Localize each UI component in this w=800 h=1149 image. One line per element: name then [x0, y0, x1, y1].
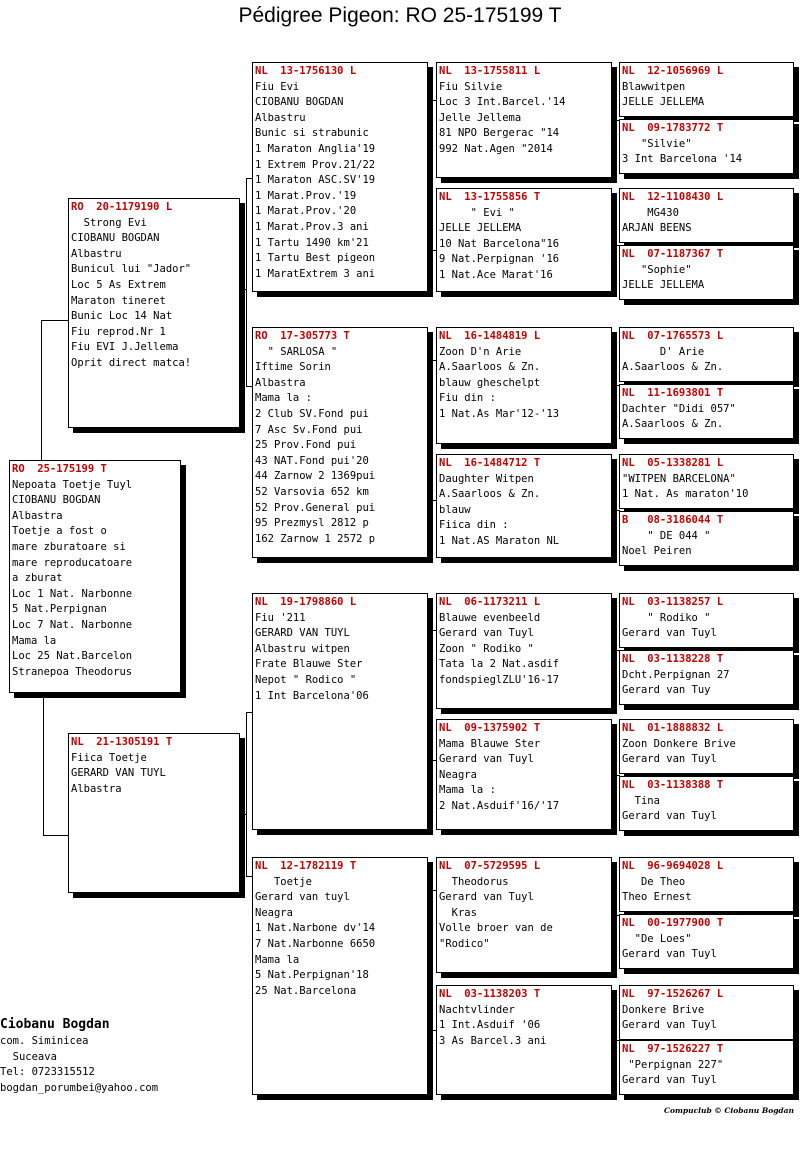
pigeon-card-g12[interactable]: [619, 776, 794, 831]
ring-number: NL 09-1783772 T: [622, 122, 724, 134]
ring-number: NL 16-1484819 L: [439, 330, 541, 342]
pigeon-info-line: " SARLOSA ": [255, 345, 338, 358]
pigeon-info-line: 3 As Barcel.3 ani: [439, 1034, 547, 1047]
pigeon-info-line: 3 Int Barcelona '14: [622, 153, 743, 166]
pigeon-info-line: 992 Nat.Agen "2014: [439, 142, 553, 155]
pigeon-card-g9[interactable]: [619, 593, 794, 648]
pigeon-info-line: "WITPEN BARCELONA": [622, 472, 736, 485]
pigeon-info-line: Bunic si strabunic: [255, 127, 369, 140]
pigeon-info-line: Zoon " Rodiko ": [439, 642, 534, 655]
pigeon-info-line: Loc 3 Int.Barcel.'14: [439, 96, 566, 109]
pigeon-info-line: 162 Zarnow 1 2572 p: [255, 532, 376, 545]
pigeon-info-line: Fiica din :: [439, 519, 509, 532]
pigeon-info-line: CIOBANU BOGDAN: [255, 96, 344, 109]
pigeon-info-line: CIOBANU BOGDAN: [71, 232, 160, 245]
pigeon-info-line: Daughter Witpen: [439, 472, 534, 485]
pigeon-info-line: Jelle Jellema: [439, 111, 522, 124]
pigeon-info-line: "Rodico": [439, 937, 490, 950]
pigeon-info-line: Mama la :: [439, 784, 496, 797]
pigeon-info-line: "Silvie": [622, 137, 692, 150]
pigeon-info-line: ARJAN BEENS: [622, 222, 692, 235]
connector: [427, 630, 436, 631]
ring-number: NL 07-1765573 L: [622, 330, 724, 342]
ring-number: RO 25-175199 T: [12, 463, 107, 475]
pigeon-info-line: " Rodiko ": [622, 611, 711, 624]
pigeon-info-line: Albastru witpen: [255, 642, 350, 655]
pigeon-card-g3[interactable]: [619, 188, 794, 243]
pigeon-info-line: JELLE JELLEMA: [622, 279, 705, 292]
pigeon-info-line: A.Saarloos & Zn.: [439, 488, 541, 501]
ring-number: NL 19-1798860 L: [255, 596, 357, 608]
pigeon-info-line: 2 Club SV.Fond pui: [255, 407, 369, 420]
ring-number: NL 00-1977900 T: [622, 917, 724, 929]
breeder-line: Suceava: [0, 1050, 57, 1063]
connector: [427, 1030, 436, 1031]
pigeon-info-line: Gerard van Tuyl: [622, 753, 717, 766]
pigeon-info-line: fondspieglZLU'16-17: [439, 673, 560, 686]
ring-number: NL 12-1108430 L: [622, 191, 724, 203]
pigeon-info-line: 10 Nat Barcelona"16: [439, 237, 560, 250]
pigeon-info-line: Mama la :: [255, 392, 312, 405]
pigeon-info-line: De Theo: [622, 875, 686, 888]
pigeon-info-line: "Sophie": [622, 263, 692, 276]
ring-number: NL 13-1755856 T: [439, 191, 541, 203]
pigeon-info-line: 5 Nat.Perpignan: [12, 603, 107, 616]
pigeon-info-line: Tata la 2 Nat.asdif: [439, 658, 560, 671]
connector: [427, 890, 436, 891]
pigeon-info-line: 25 Prov.Fond pui: [255, 439, 357, 452]
pigeon-info-line: Zoon Donkere Brive: [622, 737, 736, 750]
pigeon-info-line: Gerard van Tuyl: [622, 810, 717, 823]
pigeon-info-line: 1 Nat.AS Maraton NL: [439, 534, 560, 547]
page-title: Pédigree Pigeon: RO 25-175199 T: [238, 4, 562, 27]
pigeon-info-line: Donkere Brive: [622, 1003, 705, 1016]
connector: [246, 712, 247, 876]
pigeon-info-line: Blauwe evenbeeld: [439, 611, 541, 624]
pigeon-card-mff[interactable]: [436, 593, 612, 709]
pigeon-info-line: Nachtvlinder: [439, 1003, 515, 1016]
pigeon-info-line: blauw gheschelpt: [439, 376, 541, 389]
pigeon-card-mf[interactable]: [252, 593, 428, 830]
pigeon-info-line: Fiu reprod.Nr 1: [71, 325, 166, 338]
pigeon-info-line: MG430: [622, 206, 679, 219]
ring-number: NL 01-1888832 L: [622, 722, 724, 734]
pigeon-info-line: Fiu EVI J.Jellema: [71, 341, 179, 354]
pigeon-info-line: a zburat: [12, 572, 63, 585]
pigeon-info-line: " DE 044 ": [622, 529, 711, 542]
pigeon-info-line: Dcht.Perpignan 27: [622, 668, 730, 681]
ring-number: NL 06-1173211 L: [439, 596, 541, 608]
connector: [41, 320, 42, 460]
pigeon-card-fm[interactable]: [252, 327, 428, 558]
pigeon-card-ffm[interactable]: [436, 188, 612, 292]
pigeon-info-line: mare zburatoare si: [12, 540, 126, 553]
pigeon-card-g6[interactable]: [619, 384, 794, 439]
pigeon-info-line: Albastra: [255, 376, 306, 389]
pigeon-info-line: Bunicul lui "Jador": [71, 263, 192, 276]
pigeon-info-line: Volle broer van de: [439, 922, 553, 935]
pigeon-info-line: Gerard van Tuyl: [622, 627, 717, 640]
connector: [427, 760, 436, 761]
pigeon-info-line: Oprit direct matca!: [71, 356, 192, 369]
ring-number: RO 17-305773 T: [255, 330, 350, 342]
pigeon-info-line: Dachter "Didi 057": [622, 402, 736, 415]
pigeon-card-fmf[interactable]: [436, 327, 612, 444]
pigeon-info-line: Zoon D'n Arie: [439, 345, 522, 358]
connector: [41, 320, 69, 321]
pigeon-info-line: Fiu Silvie: [439, 80, 503, 93]
pigeon-info-line: 25 Nat.Barcelona: [255, 984, 357, 997]
pigeon-info-line: A.Saarloos & Zn.: [622, 418, 724, 431]
pigeon-info-line: Blawwitpen: [622, 80, 686, 93]
pigeon-info-line: 5 Nat.Perpignan'18: [255, 969, 369, 982]
pigeon-card-g5[interactable]: [619, 327, 794, 382]
pigeon-info-line: mare reproducatoare: [12, 556, 133, 569]
pigeon-info-line: 44 Zarnow 2 1369pui: [255, 470, 376, 483]
pigeon-info-line: Kras: [439, 906, 477, 919]
pigeon-card-g13[interactable]: [619, 857, 794, 912]
pigeon-card-g8[interactable]: [619, 511, 794, 566]
pigeon-info-line: Stranepoa Theodorus: [12, 665, 133, 678]
pigeon-info-line: 2 Nat.Asduif'16/'17: [439, 799, 560, 812]
pigeon-info-line: Gerard van Tuyl: [622, 948, 717, 961]
pigeon-info-line: Fiu Evi: [255, 80, 300, 93]
connector: [43, 695, 44, 835]
pigeon-info-line: Theo Ernest: [622, 891, 692, 904]
ring-number: NL 03-1138257 L: [622, 596, 724, 608]
pigeon-info-line: blauw: [439, 503, 471, 516]
pigeon-info-line: Strong Evi: [71, 216, 147, 229]
pigeon-card-g2[interactable]: [619, 119, 794, 174]
connector: [427, 100, 436, 101]
pigeon-info-line: Loc 7 Nat. Narbonne: [12, 618, 133, 631]
pigeon-info-line: 1 Nat.As Mar'12-'13: [439, 407, 560, 420]
ring-number: NL 96-9694028 L: [622, 860, 724, 872]
pigeon-info-line: Iftime Sorin: [255, 361, 331, 374]
ring-number: NL 21-1305191 T: [71, 736, 173, 748]
footer-credit: Compuclub © Ciobanu Bogdan: [663, 1106, 794, 1115]
connector: [427, 360, 436, 361]
pigeon-info-line: 1 Marat.Prov.'19: [255, 189, 357, 202]
pigeon-card-g1[interactable]: [619, 62, 794, 117]
pigeon-info-line: Mama Blauwe Ster: [439, 737, 541, 750]
ring-number: NL 11-1693801 T: [622, 387, 724, 399]
pigeon-info-line: Neagra: [439, 768, 477, 781]
pigeon-info-line: A.Saarloos & Zn.: [622, 361, 724, 374]
pigeon-info-line: 1 Nat.Narbone dv'14: [255, 922, 376, 935]
pigeon-info-line: Gerard van Tuyl: [439, 627, 534, 640]
pigeon-info-line: 43 NAT.Fond pui'20: [255, 454, 369, 467]
connector: [239, 289, 247, 290]
pigeon-info-line: Fiu '211: [255, 611, 306, 624]
pigeon-info-line: 1 Tartu 1490 km'21: [255, 236, 369, 249]
pigeon-card-mother[interactable]: [68, 733, 240, 893]
pigeon-info-line: 95 Prezmysl 2812 p: [255, 517, 369, 530]
pigeon-card-g15[interactable]: [619, 985, 794, 1040]
pigeon-info-line: Gerard van Tuyl: [622, 1019, 717, 1032]
pigeon-info-line: GERARD VAN TUYL: [71, 767, 166, 780]
pigeon-card-subject[interactable]: [9, 460, 181, 693]
pigeon-card-g7[interactable]: [619, 454, 794, 509]
pigeon-info-line: 1 Nat. As maraton'10: [622, 488, 749, 501]
breeder-name: Ciobanu Bogdan: [0, 1017, 110, 1032]
pigeon-info-line: JELLE JELLEMA: [439, 222, 522, 235]
pigeon-info-line: Albastra: [12, 509, 63, 522]
ring-number: RO 20-1179190 L: [71, 201, 173, 213]
pigeon-info-line: Gerard van Tuyl: [439, 753, 534, 766]
ring-number: NL 09-1375902 T: [439, 722, 541, 734]
pigeon-info-line: " Evi ": [439, 206, 515, 219]
pigeon-info-line: Frate Blauwe Ster: [255, 658, 363, 671]
ring-number: NL 16-1484712 T: [439, 457, 541, 469]
pigeon-info-line: 52 Varsovia 652 km: [255, 485, 369, 498]
pigeon-info-line: Bunic Loc 14 Nat: [71, 310, 173, 323]
ring-number: NL 07-5729595 L: [439, 860, 541, 872]
pigeon-info-line: Loc 25 Nat.Barcelon: [12, 650, 133, 663]
pigeon-info-line: 52 Prov.General pui: [255, 501, 376, 514]
pigeon-info-line: Loc 1 Nat. Narbonne: [12, 587, 133, 600]
ring-number: NL 03-1138203 T: [439, 988, 541, 1000]
pigeon-info-line: Mama la: [255, 953, 300, 966]
pigeon-info-line: "De Loes": [622, 932, 692, 945]
pigeon-info-line: Loc 5 As Extrem: [71, 278, 166, 291]
pigeon-info-line: 1 Marat.Prov.3 ani: [255, 220, 369, 233]
pigeon-info-line: Albastru: [255, 111, 306, 124]
pigeon-info-line: 9 Nat.Perpignan '16: [439, 253, 560, 266]
pigeon-info-line: Albastru: [71, 247, 122, 260]
pigeon-card-g14[interactable]: [619, 914, 794, 969]
pigeon-info-line: Gerard van Tuyl: [439, 891, 534, 904]
pigeon-info-line: 1 Tartu Best pigeon: [255, 252, 376, 265]
pigeon-info-line: GERARD VAN TUYL: [255, 627, 350, 640]
pigeon-card-g16[interactable]: [619, 1040, 794, 1095]
pigeon-card-mmf[interactable]: [436, 857, 612, 973]
pigeon-info-line: 1 Maraton ASC.SV'19: [255, 174, 376, 187]
pigeon-card-mmm[interactable]: [436, 985, 612, 1095]
ring-number: NL 12-1782119 T: [255, 860, 357, 872]
pigeon-info-line: Maraton tineret: [71, 294, 166, 307]
breeder-email[interactable]: bogdan_porumbei@yahoo.com: [0, 1081, 159, 1094]
pigeon-info-line: Noel Peiren: [622, 545, 692, 558]
pigeon-card-mm[interactable]: [252, 857, 428, 1095]
pigeon-card-ff[interactable]: [252, 62, 428, 292]
pigeon-info-line: Fiu din :: [439, 392, 496, 405]
pigeon-info-line: Theodorus: [439, 875, 509, 888]
pigeon-info-line: Gerard van Tuyl: [622, 1074, 717, 1087]
ring-number: NL 13-1756130 L: [255, 65, 357, 77]
pigeon-info-line: Toetje a fost o: [12, 525, 107, 538]
breeder-info: [0, 1016, 230, 1096]
pigeon-card-g11[interactable]: [619, 719, 794, 774]
pigeon-info-line: "Perpignan 227": [622, 1058, 724, 1071]
ring-number: NL 07-1187367 T: [622, 248, 724, 260]
pigeon-info-line: Neagra: [255, 906, 293, 919]
ring-number: NL 03-1138228 T: [622, 653, 724, 665]
connector: [427, 500, 436, 501]
pigeon-card-fmm[interactable]: [436, 454, 612, 558]
connector: [246, 178, 247, 386]
pigeon-info-line: Nepoata Toetje Tuyl: [12, 478, 133, 491]
pigeon-info-line: D' Arie: [622, 345, 705, 358]
ring-number: NL 05-1338281 L: [622, 457, 724, 469]
pigeon-info-line: Fiica Toetje: [71, 751, 147, 764]
pigeon-info-line: 1 Marat.Prov.'20: [255, 205, 357, 218]
pigeon-info-line: JELLE JELLEMA: [622, 96, 705, 109]
pigeon-info-line: 1 Extrem Prov.21/22: [255, 158, 376, 171]
pigeon-info-line: Gerard van Tuy: [622, 684, 711, 697]
pigeon-info-line: CIOBANU BOGDAN: [12, 494, 101, 507]
ring-number: NL 97-1526267 L: [622, 988, 724, 1000]
breeder-line: com. Siminicea: [0, 1035, 89, 1047]
pigeon-info-line: Mama la: [12, 634, 57, 647]
pigeon-card-mfm[interactable]: [436, 719, 612, 830]
pigeon-info-line: 1 MaratExtrem 3 ani: [255, 267, 376, 280]
connector: [239, 814, 247, 815]
pigeon-info-line: Nepot " Rodico ": [255, 673, 357, 686]
pigeon-card-fff[interactable]: [436, 62, 612, 178]
ring-number: NL 13-1755811 L: [439, 65, 541, 77]
ring-number: NL 12-1056969 L: [622, 65, 724, 77]
pigeon-info-line: 7 Asc Sv.Fond pui: [255, 423, 363, 436]
pigeon-info-line: 7 Nat.Narbonne 6650: [255, 937, 376, 950]
pigeon-info-line: Albastra: [71, 782, 122, 795]
pigeon-info-line: 1 Nat.Ace Marat'16: [439, 268, 553, 281]
connector: [427, 250, 436, 251]
ring-number: NL 03-1138388 T: [622, 779, 724, 791]
pigeon-card-g10[interactable]: [619, 650, 794, 705]
pigeon-info-line: A.Saarloos & Zn.: [439, 361, 541, 374]
connector: [43, 835, 69, 836]
pigeon-info-line: 1 Int Barcelona'06: [255, 689, 369, 702]
pigeon-info-line: 81 NPO Bergerac "14: [439, 127, 560, 140]
pigeon-info-line: 1 Int.Asduif '06: [439, 1019, 541, 1032]
breeder-line: Tel: 0723315512: [0, 1066, 95, 1079]
pigeon-info-line: Gerard van tuyl: [255, 891, 350, 904]
pigeon-info-line: Tina: [622, 794, 660, 807]
ring-number: B 08-3186044 T: [622, 514, 724, 526]
pigeon-info-line: 1 Maraton Anglia'19: [255, 142, 376, 155]
pigeon-info-line: Toetje: [255, 875, 312, 888]
ring-number: NL 97-1526227 T: [622, 1043, 724, 1055]
pigeon-card-g4[interactable]: [619, 245, 794, 300]
pigeon-card-father[interactable]: [68, 198, 240, 428]
